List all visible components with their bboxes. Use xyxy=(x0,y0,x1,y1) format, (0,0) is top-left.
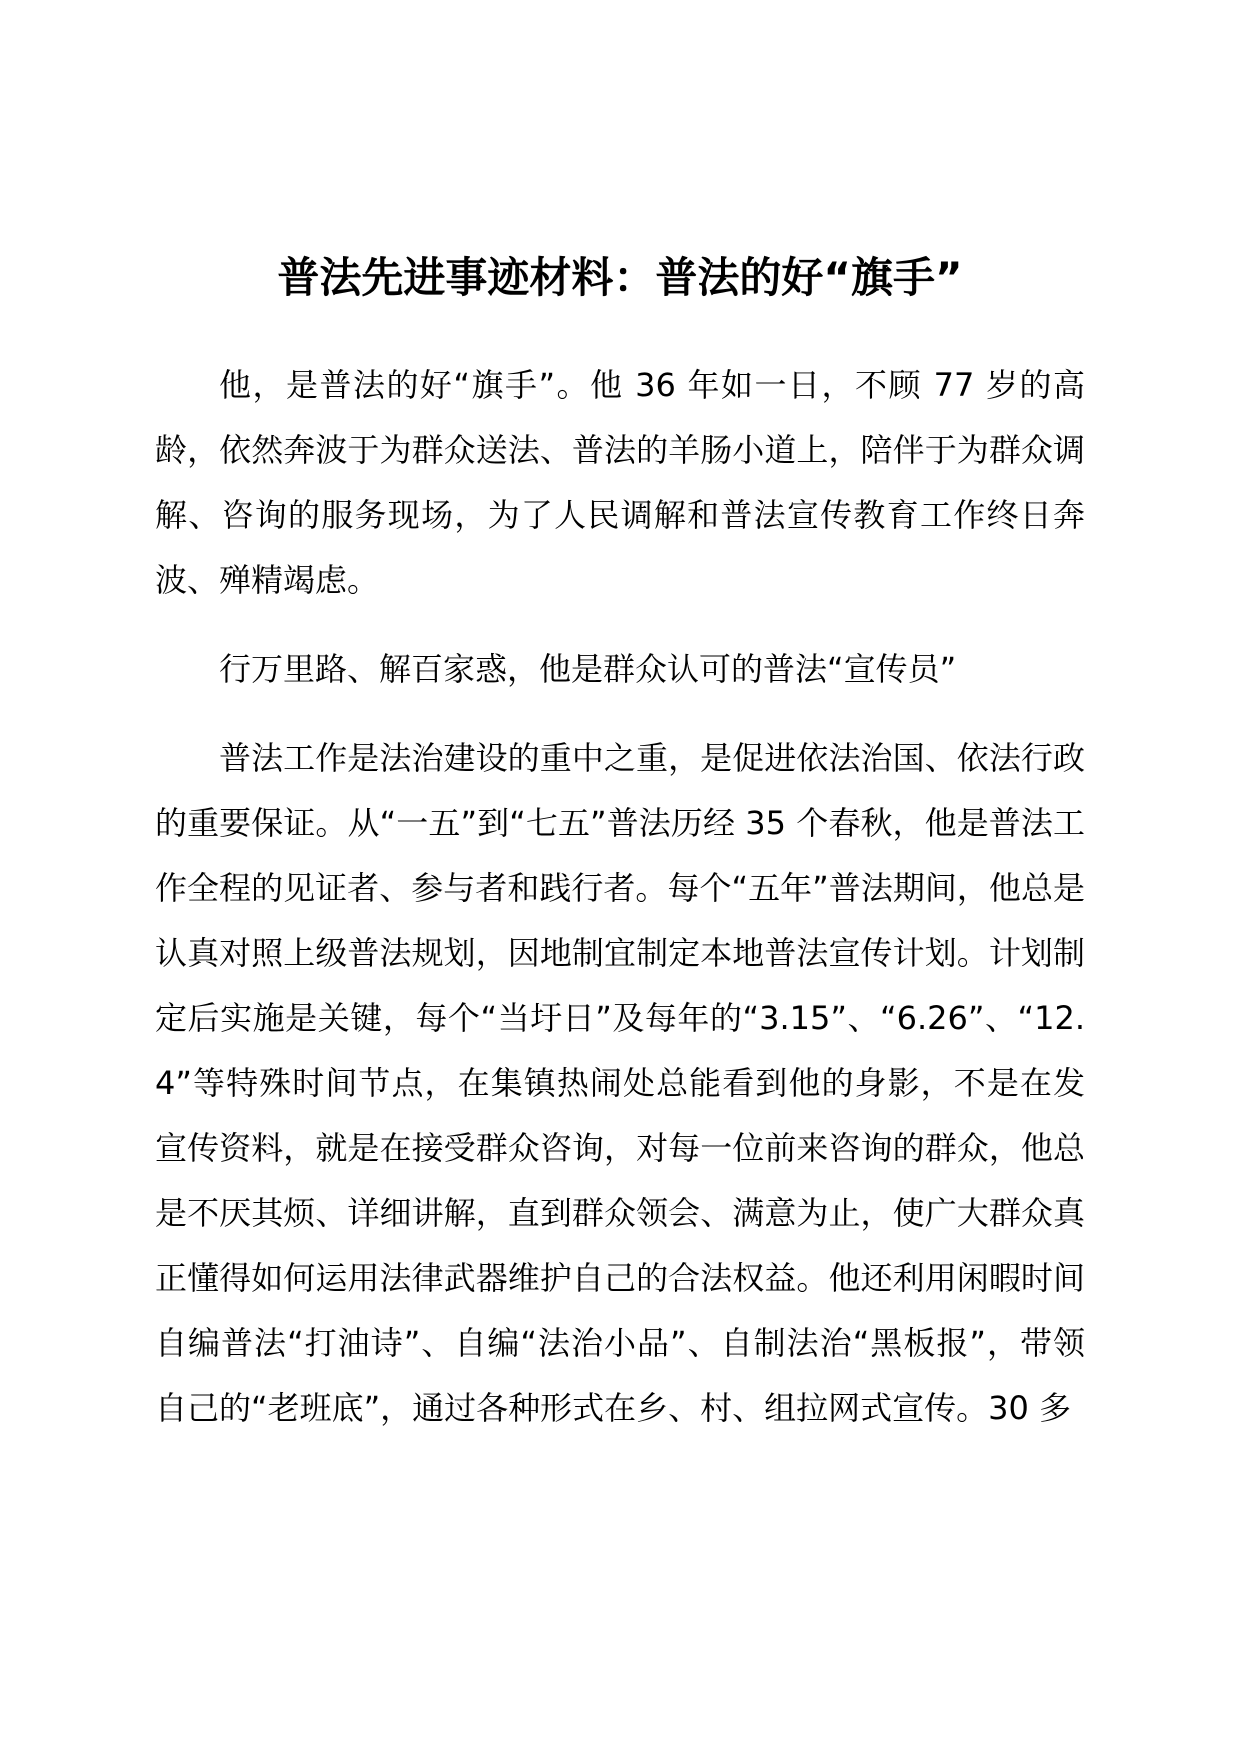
document-title: 普法先进事迹材料：普法的好“旗手” xyxy=(277,253,963,302)
section-heading: 行万里路、解百家惑，他是群众认可的普法“宣传员” xyxy=(219,650,957,688)
document-body xyxy=(155,353,1085,1441)
paragraph-intro: 他，是普法的好“旗手”。他 36 年如一日，不顾 77 岁的高龄，依然奔波于为群众送法、普法的羊肠小道上，陪伴于为群众调解、咨询的服务现场，为了人民调解和普法宣传教育工作终日奔波、殚精竭虑。 xyxy=(155,366,1085,599)
paragraph-body: 普法工作是法治建设的重中之重，是促进依法治国、依法行政的重要保证。从“一五”到“七五”普法历经 35 个春秋，他是普法工作全程的见证者、参与者和践行者。每个“五年”普法期间，他总是认真对照上级普法规划，因地制宜制定本地普法宣传计划。计划制定后实施是关键，每个“当圩日”及每年的“3.15”、“6.26”、“12.4”等特殊时间节点，在集镇热闹处总能看到他的身影，不是在发宣传资料，就是在接受群众咨询，对每一位前来咨询的群众，他总是不厌其烦、详细讲解，直到群众领会、满意为止，使广大群众真正懂得如何运用法律武器维护自己的合法权益。他还利用闲暇时间自编普法“打油诗”、自编“法治小品”、自制法治“黑板报”，带领自己的“老班底”，通过各种形式在乡、村、组拉网式宣传。30 多 xyxy=(155,739,1085,1427)
